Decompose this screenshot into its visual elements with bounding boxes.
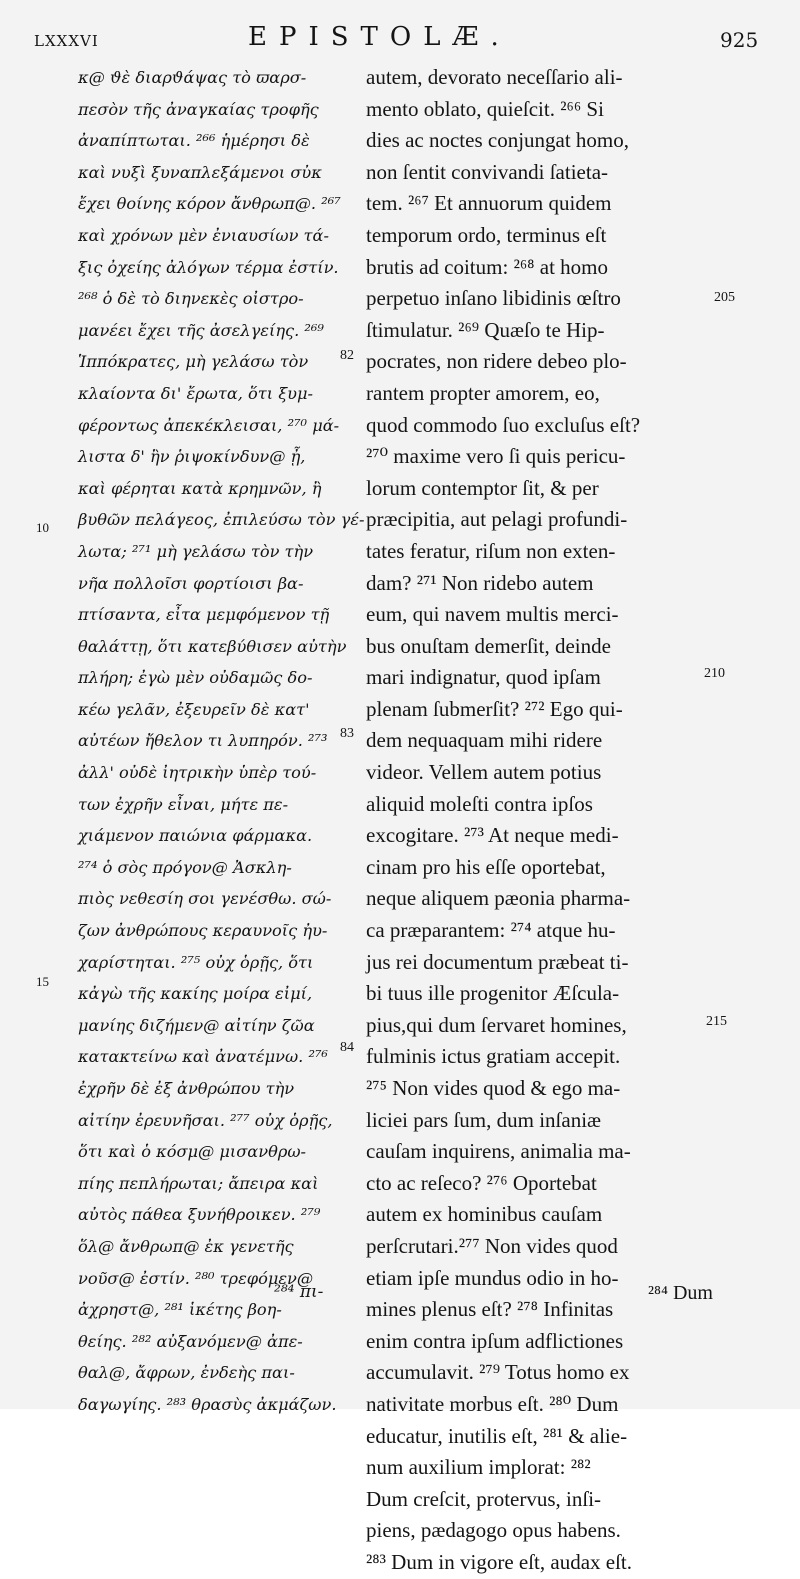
latin-line: non ſentit convivandi ſatieta- (366, 159, 609, 184)
latin-line: fulminis ictus gratiam accepit. (366, 1044, 621, 1069)
latin-line: tates feratur, riſum non exten- (366, 538, 616, 563)
greek-line: βυθῶν πελάγεος, ἐπιλεύσω τὸν γέ- (78, 510, 365, 530)
greek-line: νοῦσ@ ἐστίν. ²⁸⁰ τρεφόμεν@ (78, 1268, 314, 1288)
catchword-greek: ²⁸⁴ πι- (274, 1282, 324, 1302)
latin-line: liciei pars ſum, dum inſaniæ (366, 1107, 602, 1132)
greek-line: αἰτίην ἐρευνῆσαι. ²⁷⁷ οὐχ ὁρῇς, (78, 1110, 333, 1130)
greek-line: πιὸς νεθεσίη σοι γενέσθω. σώ- (78, 889, 332, 909)
greek-line: κέω γελᾶν, ἐξευρεῖν δὲ κατ' (78, 699, 310, 719)
page-header (0, 22, 800, 56)
greek-line: θείης. ²⁸² αὐξανόμεν@ ἀπε- (78, 1331, 303, 1351)
line-number-10: 10 (36, 520, 49, 535)
latin-column (366, 62, 706, 1579)
greek-line: θαλ@, ἄφρων, ἐνδεὴς παι- (78, 1363, 295, 1383)
greek-line: μανίης διζήμεν@ αἰτίην ζῶα (78, 1015, 315, 1035)
latin-line: dam? ²⁷¹ Non ridebo autem (366, 570, 594, 595)
latin-line: eum, qui navem multis merci- (366, 602, 619, 627)
ref-215: 215 (706, 1014, 727, 1029)
greek-line: ξις ὀχείης ἀλόγων τέρμα ἐστίν. (78, 257, 339, 277)
latin-line: educatur, inutilis eſt, ²⁸¹ & alie- (366, 1423, 628, 1448)
greek-line: καὶ χρόνων μὲν ἐνιαυσίων τά- (78, 225, 329, 245)
greek-line: των ἐχρῆν εἶναι, μήτε πε- (78, 794, 289, 814)
greek-line: ὅτι καὶ ὁ κόσμ@ μισανθρω- (78, 1142, 307, 1162)
chapter-numeral: LXXXVI (34, 32, 99, 50)
greek-line: δαγωγίης. ²⁸³ θρασὺς ἀκμάζων. (78, 1394, 337, 1414)
greek-line: πτίσαντα, εἶτα μεμφόμενον τῇ (78, 605, 330, 625)
latin-line: quod commodo ſuo excluſus eſt? (366, 412, 641, 437)
latin-line: cto ac reſeco? ²⁷⁶ Oportebat (366, 1170, 597, 1195)
ref-82: 82 (340, 348, 354, 363)
latin-line: bi tuus ille progenitor Æſcula- (366, 981, 620, 1006)
greek-line: ἀναπίπτωται. ²⁶⁶ ἡμέρησι δὲ (78, 131, 310, 151)
latin-line: aliquid moleſti contra ipſos (366, 791, 593, 816)
greek-line: κατακτείνω καὶ ἀνατέμνω. ²⁷⁶ (78, 1047, 328, 1067)
latin-line: jus rei documentum præbeat ti- (366, 949, 629, 974)
line-number-15: 15 (36, 974, 49, 989)
latin-line: brutis ad coitum: ²⁶⁸ at homo (366, 254, 608, 279)
latin-line: pius,qui dum ſervaret homines, (366, 1012, 627, 1037)
latin-line: ca præparantem: ²⁷⁴ atque hu- (366, 918, 616, 943)
greek-line: ²⁷⁴ ὁ σὸς πρόγον@ Ἀσκλη- (78, 857, 292, 877)
latin-line: dem nequaquam mihi ridere (366, 728, 603, 753)
latin-line: perſcrutari.²⁷⁷ Non vides quod (366, 1233, 618, 1258)
page-number: 925 (720, 28, 759, 52)
ref-205: 205 (714, 290, 735, 305)
latin-line: enim contra ipſum adflictiones (366, 1328, 624, 1353)
greek-line: πεσὸν τῆς ἀναγκαίας τροφῆς (78, 99, 319, 119)
greek-line: θαλάττῃ, ὅτι κατεβύθισεν αὐτὴν (78, 636, 347, 656)
greek-line: ζων ἀνθρώπους κεραυνοῖς ἠυ- (78, 921, 328, 941)
latin-line: temporum ordo, terminus eſt (366, 222, 607, 247)
ref-210: 210 (704, 666, 725, 681)
greek-column (78, 62, 365, 1421)
latin-line: tem. ²⁶⁷ Et annuorum quidem (366, 191, 612, 216)
greek-line: ²⁶⁸ ὁ δὲ τὸ διηνεκὲς οἰστρο- (78, 289, 304, 309)
greek-line: καὶ φέρηται κατὰ κρημνῶν, ἢ (78, 478, 322, 498)
latin-line: pocrates, non ridere debeo plo- (366, 349, 627, 374)
catchword-latin: ²⁸⁴ Dum (648, 1282, 713, 1304)
latin-line: neque aliquem pæonia pharma- (366, 886, 631, 911)
greek-line: κ@ ϑὲ διαρϑάψας τὸ ϖαρσ- (78, 68, 307, 87)
latin-line: dies ac noctes conjungat homo, (366, 128, 630, 153)
ref-84: 84 (340, 1040, 354, 1055)
ref-83: 83 (340, 726, 354, 741)
latin-line: ſtimulatur. ²⁶⁹ Quæſo te Hip- (366, 317, 605, 342)
latin-line: autem, devorato neceſſario ali- (366, 65, 623, 89)
latin-line: excogitare. ²⁷³ At neque medi- (366, 823, 619, 848)
greek-line: Ἱππόκρατες, μὴ γελάσω τὸν (78, 352, 309, 372)
latin-line: videor. Vellem autem potius (366, 760, 602, 785)
greek-line: αὐτὸς πάθεα ξυνήθροικεν. ²⁷⁹ (78, 1205, 321, 1225)
latin-line: Dum creſcit, protervus, inſi- (366, 1486, 602, 1511)
greek-line: ἔχει θοίνης κόρον ἄνθρωπ@. ²⁶⁷ (78, 194, 341, 214)
latin-line: mento oblato, quieſcit. ²⁶⁶ Si (366, 96, 604, 121)
greek-line: πλήρη; ἐγὼ μὲν οὐδαμῶς δο- (78, 668, 313, 688)
latin-line: mari indignatur, quod ipſam (366, 665, 601, 690)
latin-line: num auxilium implorat: ²⁸² (366, 1455, 591, 1480)
latin-line: bus onuſtam demerſit, deinde (366, 633, 611, 658)
greek-line: αὐτέων ἤθελον τι λυπηρόν. ²⁷³ (78, 731, 328, 751)
latin-line: autem ex hominibus cauſam (366, 1202, 603, 1227)
latin-line: plenam ſubmerſit? ²⁷² Ego qui- (366, 696, 623, 721)
greek-line: κἀγὼ τῆς κακίης μοίρα εἰμί, (78, 984, 313, 1004)
greek-line: χιάμενον παιώνια φάρμακα. (78, 826, 313, 846)
greek-line: καὶ νυξὶ ξυναπλεξάμενοι σὐκ (78, 162, 322, 182)
latin-line: accumulavit. ²⁷⁹ Totus homo ex (366, 1360, 630, 1385)
latin-line: nativitate morbus eſt. ²⁸⁰ Dum (366, 1391, 619, 1416)
greek-line: νῆα πολλοῖσι φορτίοισι βα- (78, 573, 304, 593)
greek-line: ἐχρῆν δὲ ἐξ ἀνθρώπου τὴν (78, 1079, 295, 1098)
latin-line: piens, pædagogo opus habens. (366, 1518, 621, 1543)
latin-line: cauſam inquirens, animalia ma- (366, 1139, 631, 1164)
greek-line: ὅλ@ ἄνθρωπ@ ἐκ γενετῆς (78, 1236, 294, 1256)
greek-line: λιστα δ' ἢν ῥιψοκίνδυν@ ᾖ, (78, 447, 306, 467)
greek-line: χαρίστηται. ²⁷⁵ οὐχ ὁρῇς, ὅτι (78, 952, 314, 972)
latin-line: ²⁸³ Dum in vigore eſt, audax eſt. (366, 1549, 633, 1574)
greek-line: φέροντως ἀπεκέκλεισαι, ²⁷⁰ μά- (78, 415, 340, 435)
greek-line: ἀλλ' οὐδὲ ἰητρικὴν ὑπὲρ τού- (78, 763, 317, 783)
greek-line: ἀχρηστ@, ²⁸¹ ἱκέτης βοη- (78, 1300, 282, 1320)
latin-line: ²⁷⁵ Non vides quod & ego ma- (366, 1076, 621, 1100)
greek-line: λωτα; ²⁷¹ μὴ γελάσω τὸν τὴν (78, 541, 314, 561)
latin-line: mines plenus eſt? ²⁷⁸ Infinitas (366, 1297, 614, 1322)
greek-line: κλαίοντα δι' ἔρωτα, ὅτι ξυμ- (78, 383, 313, 403)
latin-line: lorum contemptor ſit, & per (366, 475, 599, 500)
latin-line: etiam ipſe mundus odio in ho- (366, 1265, 619, 1290)
latin-line: ²⁷⁰ maxime vero ſi quis pericu- (366, 444, 626, 469)
latin-line: præcipitia, aut pelagi profundi- (366, 507, 628, 532)
latin-line: cinam pro his eſſe oportebat, (366, 854, 606, 879)
latin-line: rantem propter amorem, eo, (366, 380, 600, 405)
greek-line: μανέει ἔχει τῆς ἀσελγείης. ²⁶⁹ (78, 320, 324, 340)
running-title: EPISTOLÆ. (248, 22, 511, 52)
latin-line: perpetuo inſano libidinis œſtro (366, 286, 621, 311)
greek-line: πίης πεπλήρωται; ἄπειρα καὶ (78, 1173, 319, 1193)
